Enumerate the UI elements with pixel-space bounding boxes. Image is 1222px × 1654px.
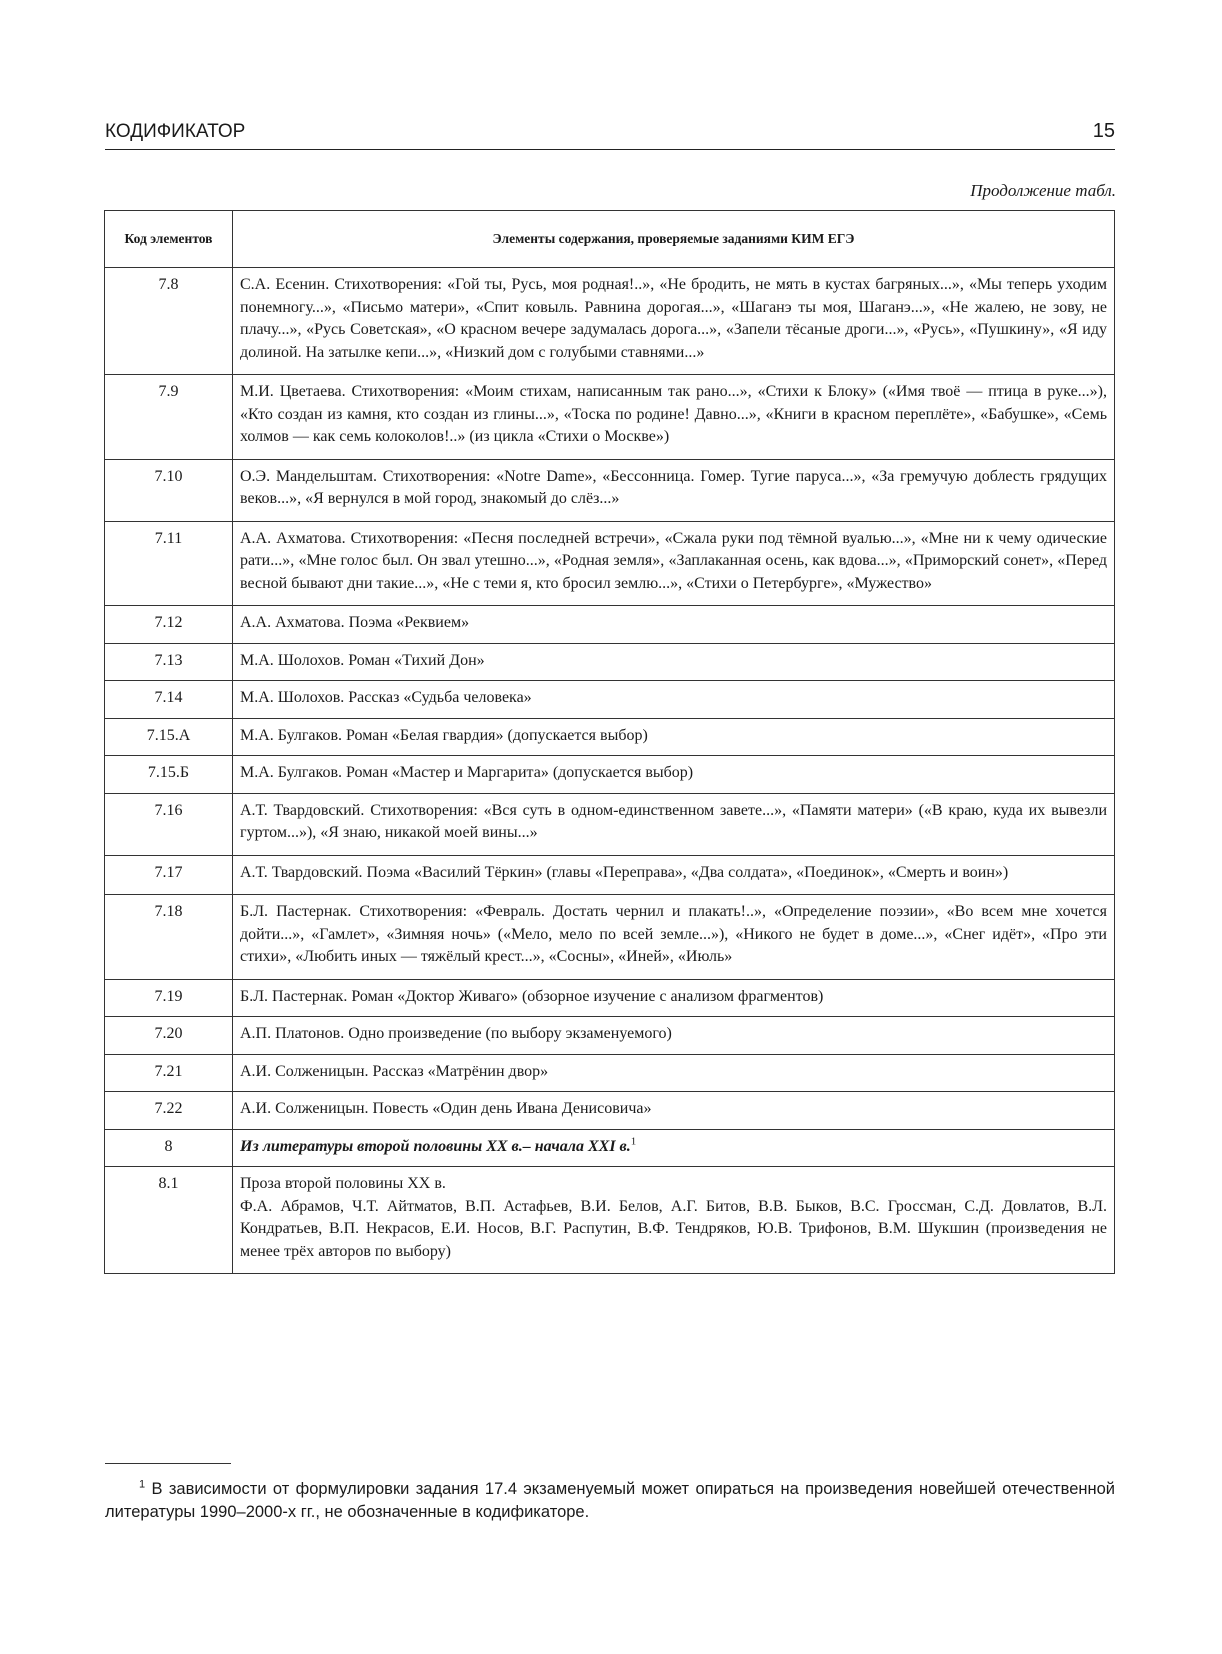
page-number: 15	[1092, 120, 1115, 142]
element-content: А.Т. Твардовский. Поэма «Василий Тёркин» (главы «Переправа», «Два солдата», «Поединок», «Смерть и воин»)	[233, 855, 1115, 895]
section-title: Из литературы второй половины XX в.– начала XXI в.	[240, 1137, 631, 1155]
codifier-table	[104, 210, 1115, 1274]
element-content: А.Т. Твардовский. Стихотворения: «Вся суть в одном-единственном завете...», «Памяти матери» («В краю, куда их вывезли гуртом...»), «Я знаю, никакой моей вины...»	[233, 793, 1115, 855]
table-row	[105, 979, 1115, 1017]
table-row	[105, 855, 1115, 895]
footnote-reference: 1	[630, 1135, 637, 1148]
element-code: 7.16	[105, 793, 233, 855]
table-row	[105, 606, 1115, 644]
prose-heading: Проза второй половины XX в.	[240, 1175, 446, 1192]
header-title: КОДИФИКАТОР	[105, 121, 246, 142]
element-code: 7.20	[105, 1017, 233, 1055]
table-row	[105, 375, 1115, 460]
table-row	[105, 521, 1115, 606]
table-row	[105, 718, 1115, 756]
table-row	[105, 643, 1115, 681]
table-row	[105, 895, 1115, 980]
table-row	[105, 1092, 1115, 1130]
element-content: А.А. Ахматова. Стихотворения: «Песня последней встречи», «Сжала руки под тёмной вуалью...», «Мне ни к чему одические рати...», «Мне голос был. Он звал утешно...», «Родная земля», «Заплаканная осень, как вдова...», «Приморский сонет», «Перед весной бывают дни такие...», «Не с теми я, кто бросил землю...», «Стихи о Петербурге», «Мужество»	[233, 521, 1115, 606]
element-content: А.И. Солженицын. Повесть «Один день Ивана Денисовича»	[233, 1092, 1115, 1130]
element-code: 7.12	[105, 606, 233, 644]
element-code: 7.10	[105, 459, 233, 521]
element-content: М.А. Шолохов. Роман «Тихий Дон»	[233, 643, 1115, 681]
element-code: 7.17	[105, 855, 233, 895]
element-content: С.А. Есенин. Стихотворения: «Гой ты, Русь, моя родная!..», «Не бродить, не мять в кустах багряных...», «Мы теперь уходим понемногу...», «Письмо матери», «Спит ковыль. Равнина дорогая...», «Шаганэ ты моя, Шаганэ...», «Не жалею, не зову, не плачу...», «Русь Советская», «О красном вечере задумалась дорога...», «Запели тёсаные дроги...», «Русь», «Пушкину», «Я иду долиной. На затылке кепи...», «Низкий дом с голубыми ставнями...»	[233, 268, 1115, 375]
element-code: 7.13	[105, 643, 233, 681]
element-code: 7.11	[105, 521, 233, 606]
author-list: Ф.А. Абрамов, Ч.Т. Айтматов, В.П. Астафьев, В.И. Белов, А.Г. Битов, В.В. Быков, В.С. Гроссман, С.Д. Довлатов, В.Л. Кондратьев, В.П. Некрасов, Е.И. Носов, В.Г. Распутин, В.Ф. Тендряков, Ю.В. Трифонов, В.М. Шукшин (произведения не менее трёх авторов по выбору)	[240, 1197, 1107, 1260]
element-content: О.Э. Мандельштам. Стихотворения: «Notre Dame», «Бессонница. Гомер. Тугие паруса...», «За гремучую доблесть грядущих веков...», «Я вернулся в мой город, знакомый до слёз...»	[233, 459, 1115, 521]
running-header	[105, 120, 1115, 150]
element-code: 7.22	[105, 1092, 233, 1130]
element-content	[233, 1167, 1115, 1274]
element-code: 8.1	[105, 1167, 233, 1274]
element-content: М.И. Цветаева. Стихотворения: «Моим стихам, написанным так рано...», «Стихи к Блоку» («Имя твоё — птица в руке...»), «Кто создан из камня, кто создан из глины...», «Тоска по родине! Давно...», «Книги в красном переплёте», «Бабушке», «Семь холмов — как семь колоколов!..» (из цикла «Стихи о Москве»)	[233, 375, 1115, 460]
element-code: 7.8	[105, 268, 233, 375]
element-content: А.А. Ахматова. Поэма «Реквием»	[233, 606, 1115, 644]
element-content: Б.Л. Пастернак. Стихотворения: «Февраль. Достать чернил и плакать!..», «Определение поэзии», «Во всем мне хочется дойти...», «Гамлет», «Зимняя ночь» («Мело, мело по всей земле...»), «Никого не будет в доме...», «Снег идёт», «Про эти стихи», «Любить иных — тяжёлый крест...», «Сосны», «Иней», «Июль»	[233, 895, 1115, 980]
element-code: 7.15.Б	[105, 756, 233, 794]
footnote-text: В зависимости от формулировки задания 17.4 экзаменуемый может опираться на произведения новейшей отечественной литературы 1990–2000-х гг., не обозначенные в кодификаторе.	[105, 1480, 1115, 1521]
element-content: М.А. Булгаков. Роман «Белая гвардия» (допускается выбор)	[233, 718, 1115, 756]
table-row	[105, 1054, 1115, 1092]
element-code: 7.19	[105, 979, 233, 1017]
section-code: 8	[105, 1129, 233, 1167]
table-row	[105, 681, 1115, 719]
column-header-content: Элементы содержания, проверяемые заданиями КИМ ЕГЭ	[233, 211, 1115, 268]
element-code: 7.15.А	[105, 718, 233, 756]
element-code: 7.21	[105, 1054, 233, 1092]
table-header-row	[105, 211, 1115, 268]
table-continuation-note: Продолжение табл.	[970, 181, 1116, 200]
table-row	[105, 793, 1115, 855]
footnote-mark: 1	[139, 1478, 146, 1491]
section-row	[105, 1129, 1115, 1167]
element-content: М.А. Шолохов. Рассказ «Судьба человека»	[233, 681, 1115, 719]
column-header-code: Код элементов	[105, 211, 233, 268]
element-content: А.И. Солженицын. Рассказ «Матрёнин двор»	[233, 1054, 1115, 1092]
element-content: Б.Л. Пастернак. Роман «Доктор Живаго» (обзорное изучение с анализом фрагментов)	[233, 979, 1115, 1017]
element-content: А.П. Платонов. Одно произведение (по выбору экзаменуемого)	[233, 1017, 1115, 1055]
section-title-cell	[233, 1129, 1115, 1167]
table-row	[105, 459, 1115, 521]
footnote-separator	[105, 1463, 231, 1464]
footnote	[105, 1478, 1115, 1524]
table-row	[105, 1167, 1115, 1274]
element-content: М.А. Булгаков. Роман «Мастер и Маргарита» (допускается выбор)	[233, 756, 1115, 794]
element-code: 7.18	[105, 895, 233, 980]
table-row	[105, 756, 1115, 794]
element-code: 7.9	[105, 375, 233, 460]
element-code: 7.14	[105, 681, 233, 719]
table-row	[105, 268, 1115, 375]
table-row	[105, 1017, 1115, 1055]
